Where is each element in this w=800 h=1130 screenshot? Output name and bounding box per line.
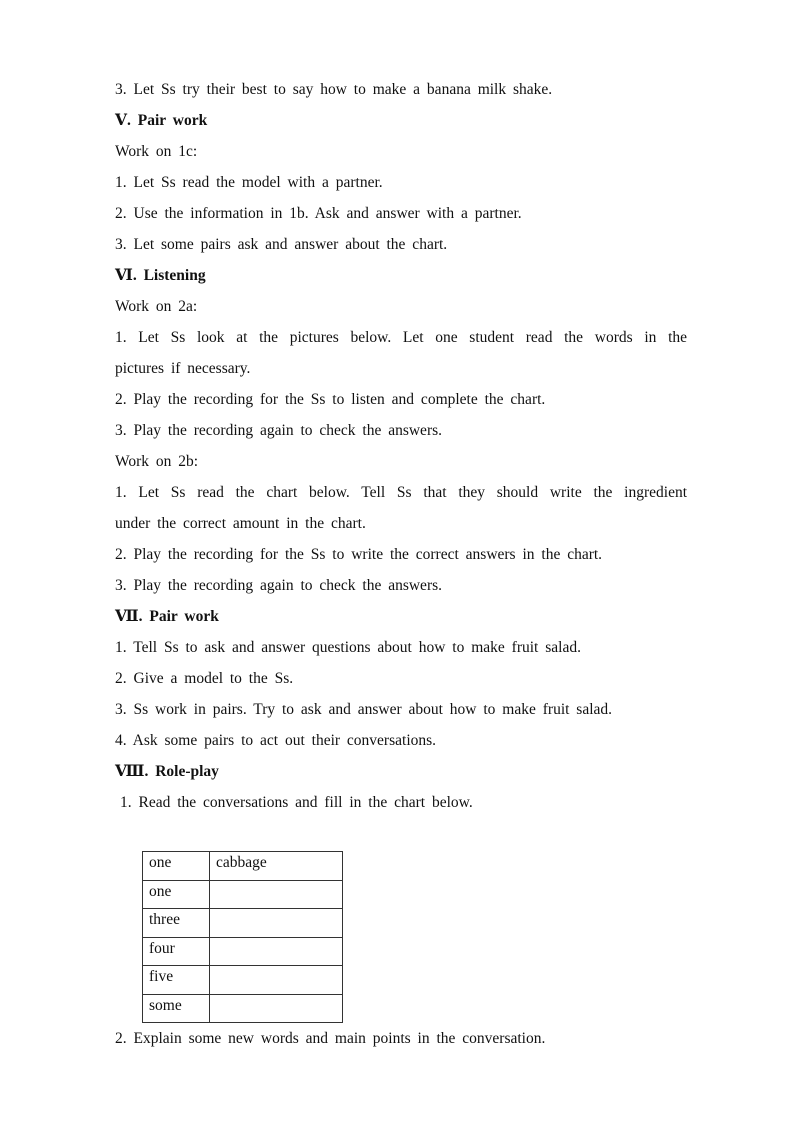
step-play-recording-check-2: 3. Play the recording again to check the answers. — [115, 577, 443, 594]
table-row — [143, 966, 343, 995]
step-look-at-pictures: 1. Let Ss look at the pictures below. Let one student read the words in the — [115, 329, 687, 346]
section-heading-pair-work-7: Ⅶ. Pair work — [115, 608, 219, 625]
step-read-model: 1. Let Ss read the model with a partner. — [115, 174, 383, 191]
step-read-chart-cont: under the correct amount in the chart. — [115, 515, 366, 532]
step-banana-milk-shake: 3. Let Ss try their best to say how to make a banana milk shake. — [115, 81, 553, 98]
step-give-model: 2. Give a model to the Ss. — [115, 670, 294, 687]
amount-cell: some — [143, 994, 210, 1023]
table-row — [143, 909, 343, 938]
section-heading-pair-work-5: Ⅴ. Pair work — [115, 112, 208, 129]
table-row — [143, 994, 343, 1023]
lesson-plan-page — [115, 74, 687, 1054]
work-on-1c: Work on 1c: — [115, 143, 198, 160]
table-row — [143, 937, 343, 966]
ingredient-cell — [210, 994, 343, 1023]
step-pairs-ask-answer: 3. Let some pairs ask and answer about the chart. — [115, 236, 448, 253]
ingredient-cell — [210, 966, 343, 995]
section-heading-role-play: Ⅷ. Role-play — [115, 763, 219, 780]
step-play-recording-check: 3. Play the recording again to check the answers. — [115, 422, 443, 439]
step-work-in-pairs: 3. Ss work in pairs. Try to ask and answer about how to make fruit salad. — [115, 701, 613, 718]
amount-cell: three — [143, 909, 210, 938]
step-play-recording-listen: 2. Play the recording for the Ss to listen and complete the chart. — [115, 391, 546, 408]
step-play-recording-write: 2. Play the recording for the Ss to write the correct answers in the chart. — [115, 546, 603, 563]
table-row — [143, 852, 343, 881]
amount-cell: one — [143, 880, 210, 909]
step-look-at-pictures-cont: pictures if necessary. — [115, 360, 251, 377]
ingredient-cell — [210, 937, 343, 966]
step-ask-fruit-salad: 1. Tell Ss to ask and answer questions about how to make fruit salad. — [115, 639, 581, 656]
work-on-2a: Work on 2a: — [115, 298, 198, 315]
step-use-information: 2. Use the information in 1b. Ask and answer with a partner. — [115, 205, 522, 222]
amount-cell: four — [143, 937, 210, 966]
amount-cell: five — [143, 966, 210, 995]
ingredient-cell — [210, 880, 343, 909]
step-read-conversations: 1. Read the conversations and fill in the chart below. — [120, 794, 473, 811]
step-read-chart: 1. Let Ss read the chart below. Tell Ss that they should write the ingredient — [115, 484, 687, 501]
ingredient-chart — [142, 851, 343, 1023]
spacer — [115, 818, 687, 847]
step-explain-new-words: 2. Explain some new words and main points in the conversation. — [115, 1030, 546, 1047]
ingredient-cell — [210, 909, 343, 938]
step-act-out: 4. Ask some pairs to act out their conversations. — [115, 732, 437, 749]
table-row — [143, 880, 343, 909]
section-heading-listening: Ⅵ. Listening — [115, 267, 206, 284]
amount-cell: one — [143, 852, 210, 881]
ingredient-cell: cabbage — [210, 852, 343, 881]
work-on-2b: Work on 2b: — [115, 453, 199, 470]
